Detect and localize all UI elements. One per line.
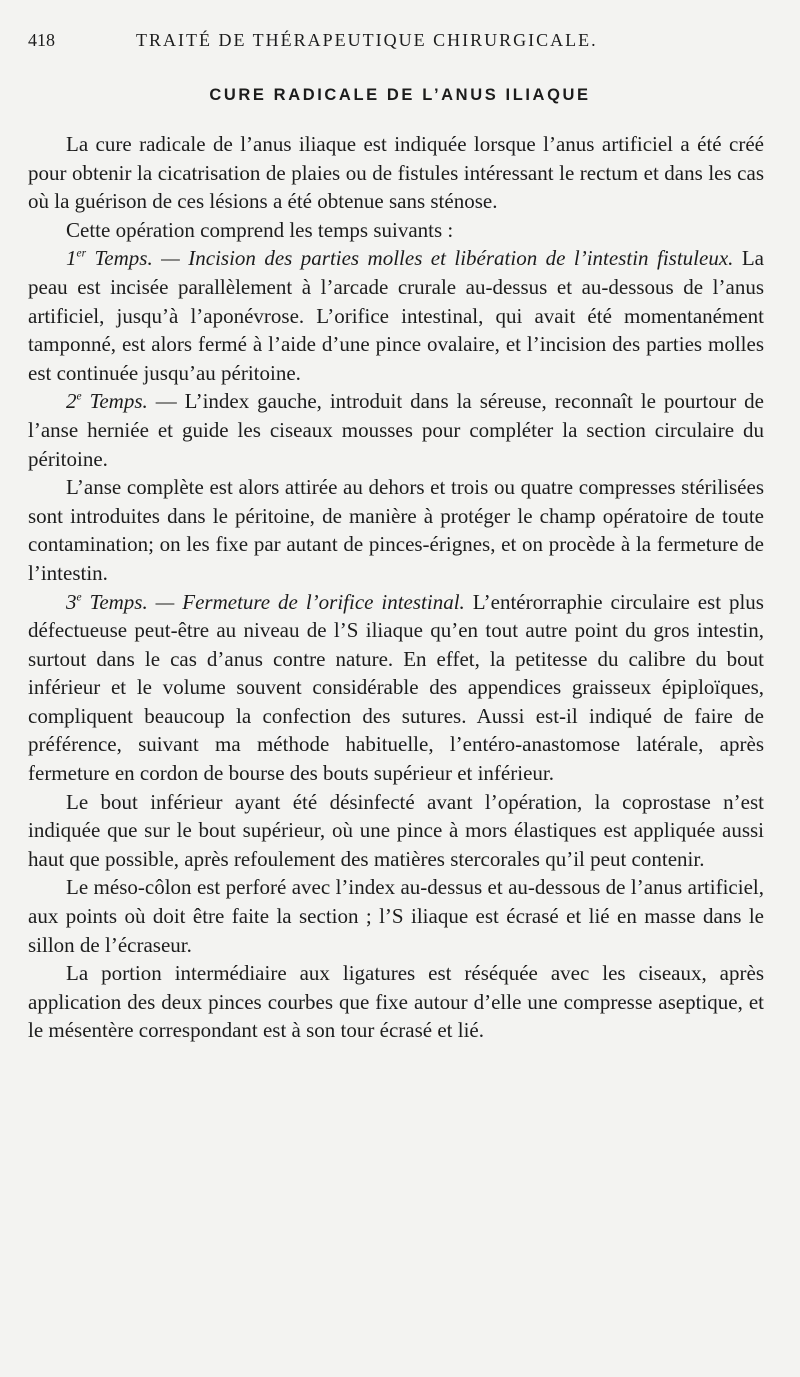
section-title: CURE RADICALE DE L’ANUS ILIAQUE xyxy=(209,86,591,104)
step-number: 1 xyxy=(66,246,77,271)
paragraph-steps-intro xyxy=(28,216,764,245)
paragraph-text: La portion intermédiaire aux ligatures est réséquée avec les ciseaux, après application des deux pinces courbes que fixe autour d’elle une compresse aseptique, et le mésentère correspondant est à son tour écrasé et lié. xyxy=(28,961,764,1043)
paragraph-text: La cure radicale de l’anus iliaque est indiquée lorsque l’anus artificiel a été créé pour obtenir la cicatrisation de plaies ou de fistules intéressant le rectum et dans les cas où la guérison de ces lésions a été obtenue sans sténose. xyxy=(28,132,764,214)
paragraph-step-3 xyxy=(28,588,764,788)
step-heading xyxy=(66,590,465,614)
paragraph-intro xyxy=(28,130,764,216)
paragraph-text: Le bout inférieur ayant été désinfecté avant l’opération, la coprostase n’est indiquée que sur le bout supérieur, où une pince à mors élastiques est appliquée aussi haut que possible, après refoulement des matières stercorales qu’il peut contenir. xyxy=(28,789,764,871)
paragraph-meso-colon xyxy=(28,873,764,959)
step-heading xyxy=(66,389,148,413)
paragraph-anse xyxy=(28,473,764,587)
step-ordinal: er xyxy=(76,247,87,260)
step-number: 3 xyxy=(66,589,77,614)
step-ordinal: e xyxy=(76,390,82,403)
paragraph-step-1 xyxy=(28,244,764,387)
running-title: TRAITÉ DE THÉRAPEUTIQUE CHIRURGICALE. xyxy=(136,30,598,50)
paragraph-text: La peau est incisée parallèlement à l’arcade crurale au-dessus et au-dessous de l’anus artificiel, jusqu’à l’aponévrose. L’orifice intestinal, qui avait été momentanément tamponné, est alors fermé à l’aide d’une pince ovalaire, et l’incision des parties molles est continuée jusqu’au péritoine. xyxy=(28,246,764,385)
paragraph-step-2 xyxy=(28,387,764,473)
page-number: 418 xyxy=(28,30,55,50)
step-label: Temps. xyxy=(81,389,148,414)
paragraph-text: Le méso-côlon est perforé avec l’index au-dessus et au-dessous de l’anus artificiel, aux points où doit être faite la section ; l’S iliaque est écrasé et lié en masse dans le sillon de l’écraseur. xyxy=(28,875,764,957)
paragraph-text: — L’index gauche, introduit dans la séreuse, reconnaît le pourtour de l’anse herniée et guide les ciseaux mousses pour compléter la section circulaire du péritoine. xyxy=(28,389,764,471)
step-ordinal: e xyxy=(76,590,82,603)
step-title: — Fermeture de l’orifice intestinal. xyxy=(147,589,465,614)
body-text xyxy=(28,130,764,1045)
step-label: Temps. xyxy=(81,589,148,614)
paragraph-text: L’anse complète est alors attirée au dehors et trois ou quatre compresses stérilisées sont introduites dans le péritoine, de manière à protéger le champ opératoire de toute contamination; on les fixe par autant de pinces-érignes, et on procède à la fermeture de l’intestin. xyxy=(28,475,764,585)
step-number: 2 xyxy=(66,389,77,414)
step-label: Temps. xyxy=(86,246,153,271)
paragraph-text: Cette opération comprend les temps suivants : xyxy=(66,217,454,242)
paragraph-text: L’entérorraphie circulaire est plus défectueuse peut-être au niveau de l’S iliaque qu’en tout autre point du gros intestin, surtout dans le cas d’anus contre nature. En effet, la petitesse du calibre du bout inférieur et le volume souvent considérable des appendices graisseux épiploïques, compliquent beaucoup la confection des sutures. Aussi est-il indiqué de faire de préférence, suivant ma méthode habituelle, l’entéro-anastomose latérale, après fermeture en cordon de bourse des bouts supérieur et inférieur. xyxy=(28,589,764,786)
paragraph-portion xyxy=(28,959,764,1045)
paragraph-coprostase xyxy=(28,788,764,874)
step-heading xyxy=(66,246,733,270)
step-title: — Incision des parties molles et libération de l’intestin fistuleux. xyxy=(152,246,734,271)
